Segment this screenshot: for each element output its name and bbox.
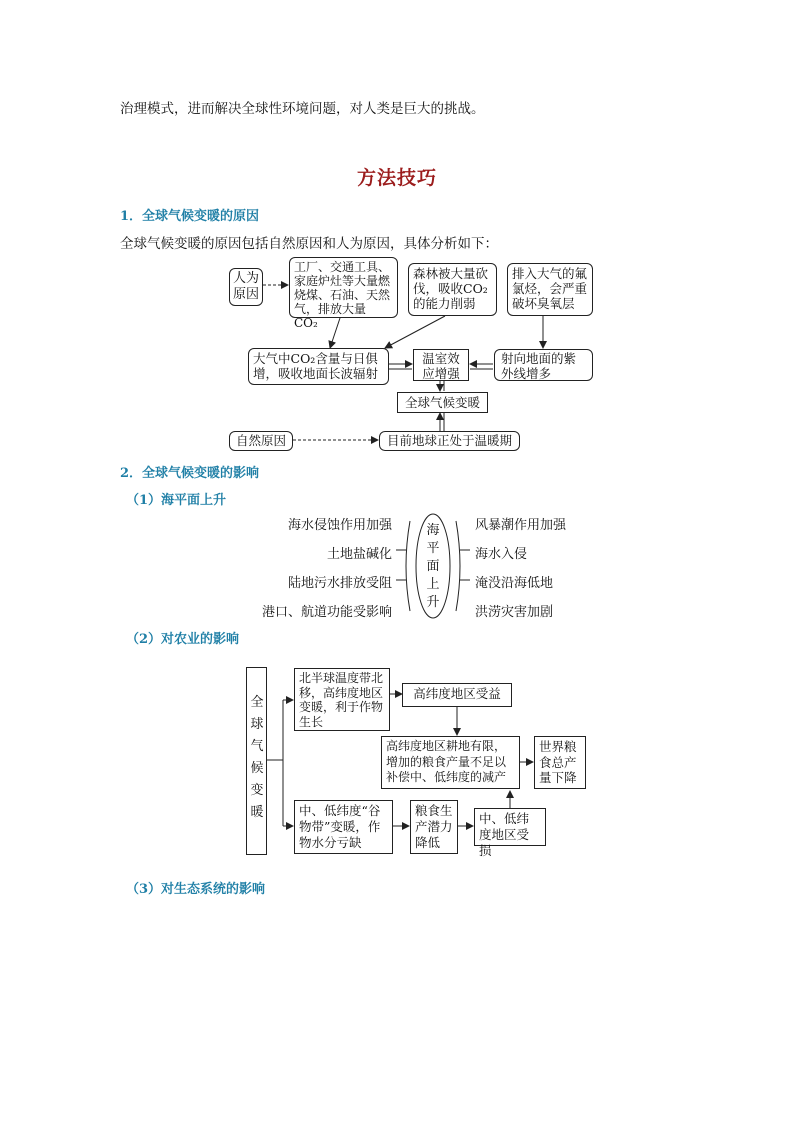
right-effect-4: 洪涝灾害加剧 [475,605,554,620]
heading-agriculture: （2）对农业的影响 [126,632,240,647]
co2-increase-box: 大气中CO₂含量与日俱增，吸收地面长波辐射 [248,348,389,385]
greenhouse-effect-box: 温室效应增强 [413,349,469,381]
intro-line: 治理模式，进而解决全球性环境问题，对人类是巨大的挑战。 [120,101,485,117]
human-causes-box: 人为原因 [229,268,263,306]
north-shift-box: 北半球温度带北移，高纬度地区变暖，利于作物生长 [294,668,390,731]
warm-period-box: 目前地球正处于温暖期 [379,431,520,451]
heading-impacts: 2．全球气候变暖的影响 [120,466,260,481]
production-potential-box: 粮食生产潜力降低 [410,800,458,854]
warming-char-5: 变 [250,783,264,798]
sea-level-char-3: 面 [426,559,440,574]
natural-causes-box: 自然原因 [229,431,293,451]
world-grain-decline-box: 世界粮食总产量下降 [534,736,586,789]
limited-farmland-box: 高纬度地区耕地有限，增加的粮食产量不足以补偿中、低纬度的减产 [381,736,520,789]
global-warming-vertical-box [246,667,267,855]
heading-causes: 1．全球气候变暖的原因 [120,209,260,224]
global-warming-box: 全球气候变暖 [397,392,488,413]
heading-ecosystem: （3）对生态系统的影响 [126,882,266,897]
high-latitude-benefit-box: 高纬度地区受益 [402,683,512,707]
sea-level-char-5: 升 [426,595,440,610]
left-effect-4: 港口、航道功能受影响 [261,605,392,620]
heading-sea-level: （1）海平面上升 [126,493,227,508]
left-effect-3: 陆地污水排放受阻 [287,576,392,591]
left-effect-1: 海水侵蚀作用加强 [287,518,392,533]
uv-increase-box: 射向地面的紫外线增多 [494,349,593,381]
grain-belt-box: 中、低纬度“谷物带”变暖，作物水分亏缺 [294,800,393,854]
right-effect-1: 风暴潮作用加强 [475,518,567,533]
warming-char-1: 全 [250,695,264,710]
sea-level-char-2: 平 [426,541,440,556]
sea-level-char-4: 上 [426,577,440,592]
cfc-box: 排入大气的氟氯烃，会严重破坏臭氧层 [507,263,593,316]
left-effect-2: 土地盐碱化 [326,547,392,562]
warming-char-2: 球 [250,717,264,732]
warming-char-4: 候 [250,761,264,776]
right-effect-2: 海水入侵 [475,547,528,562]
mid-low-latitude-loss-box: 中、低纬度地区受损 [474,808,546,846]
warming-char-6: 暖 [250,805,264,820]
factory-emission-box: 工厂、交通工具、家庭炉灶等大量燃烧煤、石油、天然气，排放大量 CO₂ [289,257,398,318]
section-title: 方法技巧 [356,167,437,189]
warming-char-3: 气 [250,739,264,754]
causes-description: 全球气候变暖的原因包括自然原因和人为原因，具体分析如下： [120,236,498,252]
sea-level-char-1: 海 [426,523,440,538]
right-effect-3: 淹没沿海低地 [475,576,554,591]
deforestation-box: 森林被大量砍伐，吸收CO₂的能力削弱 [408,263,497,316]
